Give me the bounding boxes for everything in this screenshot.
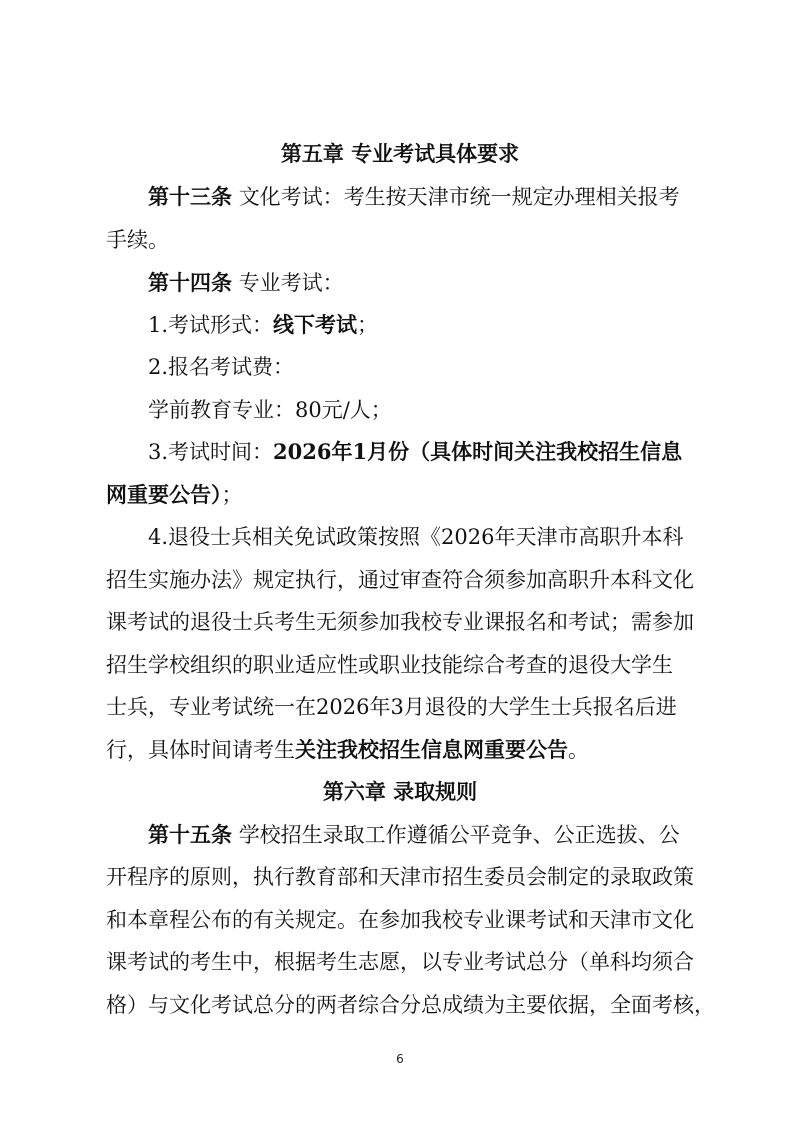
article-15-line-3: 和本章程公布的有关规定。在参加我校专业课考试和天津市文化 xyxy=(106,908,694,932)
veteran-policy-line-5: 士兵，专业考试统一在2026年3月退役的大学生士兵报名后进 xyxy=(106,695,677,719)
article-15-label: 第十五条 xyxy=(148,822,232,847)
page-number: 6 xyxy=(396,1052,404,1066)
exam-format-prefix: 1.考试形式： xyxy=(148,313,274,337)
article-14-line xyxy=(148,269,708,297)
chapter-6-heading: 第六章 录取规则 xyxy=(322,779,478,804)
veteran-policy-line-4: 招生学校组织的职业适应性或职业技能综合考查的退役大学生 xyxy=(106,653,673,677)
exam-time-value-2: 网重要公告） xyxy=(106,482,222,507)
article-15-text: 学校招生录取工作遵循公平竞争、公正选拔、公 xyxy=(238,823,680,847)
exam-time-value-1: 2026年1月份（具体时间关注我校招生信息 xyxy=(273,439,683,464)
exam-time-suffix: ； xyxy=(221,483,243,507)
veteran-policy-last-bold: 关注我校招生信息网重要公告 xyxy=(295,737,568,762)
exam-time-item-line-2 xyxy=(106,481,706,509)
veteran-policy-line-6 xyxy=(106,736,706,764)
veteran-policy-line-2: 招生实施办法》规定执行，通过审查符合须参加高职升本科文化 xyxy=(106,568,694,592)
exam-time-item-line-1 xyxy=(148,438,708,466)
article-14-label: 第十四条 xyxy=(148,270,232,295)
article-15-line-4: 课考试的考生中，根据考生志愿，以专业考试总分（单科均须合 xyxy=(106,950,694,974)
article-13-label: 第十三条 xyxy=(148,184,232,209)
article-13-text: 文化考试：考生按天津市统一规定办理相关报考 xyxy=(238,185,680,209)
chapter-5-heading: 第五章 专业考试具体要求 xyxy=(280,141,520,166)
article-14-text: 专业考试： xyxy=(238,271,344,295)
veteran-policy-last-prefix: 行，具体时间请考生 xyxy=(106,738,295,762)
article-13-line-2: 手续。 xyxy=(106,228,169,252)
article-15-line-2: 开程序的原则，执行教育部和天津市招生委员会制定的录取政策 xyxy=(106,865,694,889)
veteran-policy-last-suffix: 。 xyxy=(568,738,589,762)
exam-format-suffix: ； xyxy=(357,313,379,337)
article-15-line-1 xyxy=(148,821,708,849)
veteran-policy-line-3: 课考试的退役士兵考生无须参加我校专业课报名和考试；需参加 xyxy=(106,610,694,634)
exam-fee-item: 2.报名考试费： xyxy=(148,355,295,379)
exam-fee-detail: 学前教育专业：80元/人； xyxy=(148,398,392,422)
article-15-line-5: 格）与文化考试总分的两者综合分总成绩为主要依据，全面考核， xyxy=(106,993,715,1017)
exam-format-item xyxy=(148,311,708,339)
article-13-line-1 xyxy=(148,183,708,211)
exam-time-prefix: 3.考试时间： xyxy=(148,440,274,464)
exam-format-value: 线下考试 xyxy=(273,312,358,337)
veteran-policy-line-1: 4.退役士兵相关免试政策按照《2026年天津市高职升本科 xyxy=(148,525,684,549)
